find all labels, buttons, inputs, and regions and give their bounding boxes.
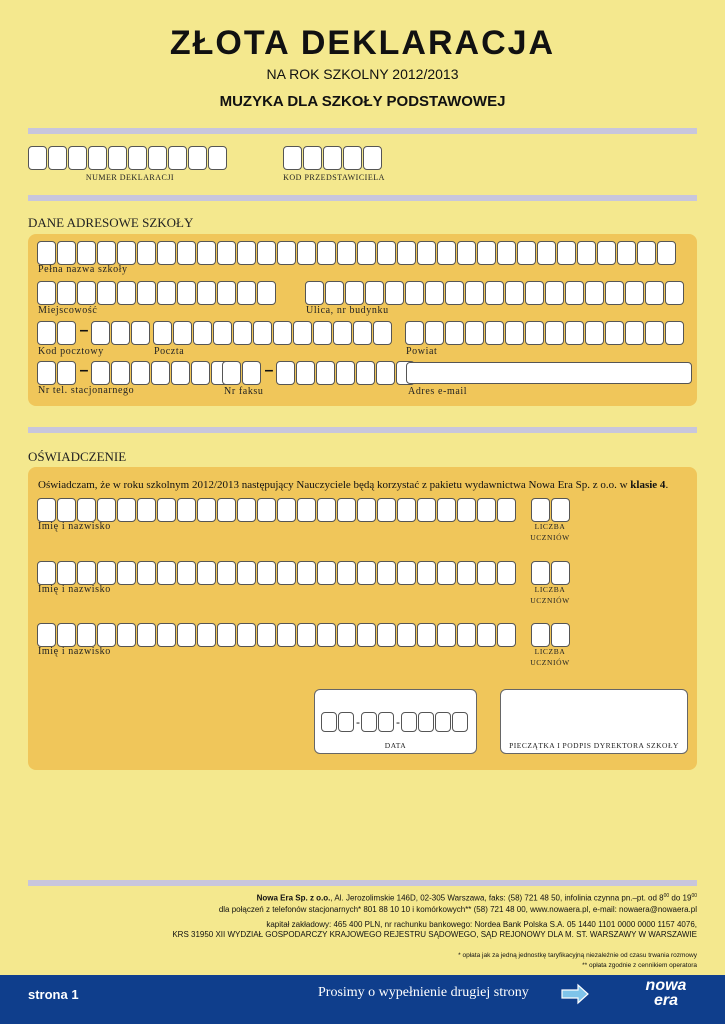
char-box[interactable]: [321, 712, 337, 732]
char-box[interactable]: [137, 498, 156, 522]
char-box[interactable]: [168, 146, 187, 170]
char-box[interactable]: [531, 498, 550, 522]
char-box[interactable]: [305, 281, 324, 305]
student-count-label-3: LICZBA UCZNIÓW: [530, 647, 570, 667]
char-box[interactable]: [293, 321, 312, 345]
char-box[interactable]: [405, 281, 424, 305]
char-box[interactable]: [376, 361, 395, 385]
char-box[interactable]: [277, 623, 296, 647]
county-label: Powiat: [406, 346, 438, 357]
postal-dash: –: [79, 322, 89, 339]
char-box[interactable]: [97, 281, 116, 305]
char-box[interactable]: [385, 281, 404, 305]
char-box[interactable]: [397, 241, 416, 265]
char-box[interactable]: [37, 241, 56, 265]
email-label: Adres e-mail: [408, 386, 468, 397]
char-box[interactable]: [405, 321, 424, 345]
char-box[interactable]: [437, 241, 456, 265]
char-box[interactable]: [237, 623, 256, 647]
char-box[interactable]: [565, 321, 584, 345]
teacher-name-label-3: Imię i nazwisko: [38, 646, 111, 657]
char-box[interactable]: [233, 321, 252, 345]
fax-field[interactable]: [222, 361, 416, 385]
char-box[interactable]: [157, 241, 176, 265]
teacher-name-label-2: Imię i nazwisko: [38, 584, 111, 595]
char-box[interactable]: [353, 321, 372, 345]
char-box[interactable]: [338, 712, 354, 732]
char-box[interactable]: [497, 498, 516, 522]
char-box[interactable]: [57, 281, 76, 305]
teacher-name-field-2[interactable]: [37, 561, 517, 585]
char-box[interactable]: [208, 146, 227, 170]
char-box[interactable]: [37, 321, 56, 345]
char-box[interactable]: [177, 623, 196, 647]
char-box[interactable]: [605, 281, 624, 305]
program-title: MUZYKA DLA SZKOŁY PODSTAWOWEJ: [219, 93, 506, 110]
char-box[interactable]: [28, 146, 47, 170]
char-box[interactable]: [417, 498, 436, 522]
document-title: ZŁOTA DEKLARACJA: [169, 24, 556, 62]
statement-section-title: OŚWIADCZENIE: [28, 449, 127, 464]
char-box[interactable]: [137, 281, 156, 305]
char-box[interactable]: [333, 321, 352, 345]
postal-code-field[interactable]: [37, 321, 151, 345]
char-box[interactable]: [197, 241, 216, 265]
char-box[interactable]: [97, 561, 116, 585]
char-box[interactable]: [131, 361, 150, 385]
char-box[interactable]: [645, 321, 664, 345]
char-box[interactable]: [377, 561, 396, 585]
char-box[interactable]: [148, 146, 167, 170]
char-box[interactable]: [217, 241, 236, 265]
student-count-field-3[interactable]: [531, 623, 571, 647]
char-box[interactable]: [157, 561, 176, 585]
char-box[interactable]: [377, 623, 396, 647]
char-box[interactable]: [108, 146, 127, 170]
char-box[interactable]: [665, 321, 684, 345]
county-field[interactable]: [405, 321, 685, 345]
char-box[interactable]: [525, 321, 544, 345]
char-box[interactable]: [197, 281, 216, 305]
char-box[interactable]: [303, 146, 322, 170]
student-count-field-2[interactable]: [531, 561, 571, 585]
nowa-era-logo: nowa era: [645, 977, 687, 1009]
char-box[interactable]: [57, 623, 76, 647]
street-field[interactable]: [305, 281, 685, 305]
char-box[interactable]: [323, 146, 342, 170]
char-box[interactable]: [217, 623, 236, 647]
char-box[interactable]: [343, 146, 362, 170]
char-box[interactable]: [557, 241, 576, 265]
student-count-field-1[interactable]: [531, 498, 571, 522]
char-box[interactable]: [57, 241, 76, 265]
char-box[interactable]: [188, 146, 207, 170]
char-box[interactable]: [457, 623, 476, 647]
char-box[interactable]: [545, 321, 564, 345]
company-info-line-4: KRS 31950 XII WYDZIAŁ GOSPODARCZY KRAJOWEGO REJESTRU SĄDOWEGO, SĄD REJONOWY DLA M. ST. WARSZAWY W WARSZAWIE: [172, 930, 697, 939]
char-box[interactable]: [437, 623, 456, 647]
char-box[interactable]: [373, 321, 392, 345]
char-box[interactable]: [273, 321, 292, 345]
char-box[interactable]: [77, 241, 96, 265]
char-box[interactable]: [525, 281, 544, 305]
char-box[interactable]: [173, 321, 192, 345]
char-box[interactable]: [437, 498, 456, 522]
char-box[interactable]: [435, 712, 451, 732]
teacher-name-field-1[interactable]: [37, 498, 517, 522]
page-number: strona 1: [28, 987, 79, 1002]
divider: [28, 128, 697, 134]
char-box[interactable]: [465, 281, 484, 305]
char-box[interactable]: [357, 498, 376, 522]
char-box[interactable]: [316, 361, 335, 385]
char-box[interactable]: [37, 561, 56, 585]
char-box[interactable]: [551, 561, 570, 585]
char-box[interactable]: [457, 561, 476, 585]
char-box[interactable]: [151, 361, 170, 385]
char-box[interactable]: [437, 561, 456, 585]
page-turn-arrow-icon: [560, 982, 590, 1008]
phone-field[interactable]: [37, 361, 231, 385]
company-info-line-3: kapitał zakładowy: 465 400 PLN, nr rachunku bankowego: Nordea Bank Polska S.A. 05 1440 1101 0000 0000 1157 4076,: [266, 920, 697, 929]
phone-dash: –: [79, 362, 89, 379]
date-dash: -: [356, 715, 360, 729]
footnote-1: * opłata jak za jedną jednostkę taryfikacyjną niezależnie od czasu trwania rozmowy: [458, 952, 697, 959]
char-box[interactable]: [37, 361, 56, 385]
char-box[interactable]: [57, 498, 76, 522]
street-label: Ulica, nr budynku: [306, 305, 389, 316]
char-box[interactable]: [237, 561, 256, 585]
char-box[interactable]: [645, 281, 664, 305]
char-box[interactable]: [357, 623, 376, 647]
char-box[interactable]: [477, 498, 496, 522]
char-box[interactable]: [283, 146, 302, 170]
char-box[interactable]: [378, 712, 394, 732]
char-box[interactable]: [485, 281, 504, 305]
char-box[interactable]: [401, 712, 417, 732]
char-box[interactable]: [577, 241, 596, 265]
char-box[interactable]: [257, 498, 276, 522]
city-label: Miejscowość: [38, 305, 98, 316]
char-box[interactable]: [77, 561, 96, 585]
char-box[interactable]: [37, 623, 56, 647]
char-box[interactable]: [356, 361, 375, 385]
char-box[interactable]: [417, 241, 436, 265]
char-box[interactable]: [257, 241, 276, 265]
char-box[interactable]: [657, 241, 676, 265]
char-box[interactable]: [337, 498, 356, 522]
char-box[interactable]: [277, 561, 296, 585]
char-box[interactable]: [237, 498, 256, 522]
post-office-label: Poczta: [154, 346, 185, 357]
char-box[interactable]: [417, 623, 436, 647]
char-box[interactable]: [217, 498, 236, 522]
char-box[interactable]: [37, 498, 56, 522]
student-count-label-1: LICZBA UCZNIÓW: [530, 522, 570, 542]
char-box[interactable]: [97, 623, 116, 647]
char-box[interactable]: [191, 361, 210, 385]
char-box[interactable]: [336, 361, 355, 385]
char-box[interactable]: [137, 241, 156, 265]
char-box[interactable]: [337, 561, 356, 585]
char-box[interactable]: [637, 241, 656, 265]
footnote-2: ** opłata zgodnie z cennikiem operatora: [582, 962, 697, 969]
stamp-signature-label: PIECZĄTKA I PODPIS DYREKTORA SZKOŁY: [509, 741, 679, 750]
email-field[interactable]: [406, 362, 692, 384]
char-box[interactable]: [363, 146, 382, 170]
char-box[interactable]: [585, 321, 604, 345]
char-box[interactable]: [137, 561, 156, 585]
char-box[interactable]: [97, 498, 116, 522]
char-box[interactable]: [257, 623, 276, 647]
char-box[interactable]: [397, 498, 416, 522]
char-box[interactable]: [177, 561, 196, 585]
char-box[interactable]: [177, 241, 196, 265]
city-field[interactable]: [37, 281, 277, 305]
char-box[interactable]: [531, 623, 550, 647]
char-box[interactable]: [153, 321, 172, 345]
char-box[interactable]: [365, 281, 384, 305]
char-box[interactable]: [237, 241, 256, 265]
char-box[interactable]: [91, 361, 110, 385]
char-box[interactable]: [57, 361, 76, 385]
divider: [28, 195, 697, 201]
char-box[interactable]: [325, 281, 344, 305]
char-box[interactable]: [137, 623, 156, 647]
char-box[interactable]: [617, 241, 636, 265]
representative-code-field[interactable]: [283, 146, 383, 170]
post-office-field[interactable]: [153, 321, 393, 345]
company-info-line-2: dla połączeń z telefonów stacjonarnych* 801 88 10 10 i komórkowych** (58) 721 48 00, www.nowaera.pl, e-mail: nowaera@nowaera.pl: [218, 905, 697, 914]
char-box[interactable]: [397, 623, 416, 647]
school-year-subtitle: NA ROK SZKOLNY 2012/2013: [266, 66, 459, 82]
grade-emphasis: klasie 4: [630, 479, 666, 491]
char-box[interactable]: [131, 321, 150, 345]
char-box[interactable]: [297, 561, 316, 585]
char-box[interactable]: [457, 241, 476, 265]
char-box[interactable]: [505, 321, 524, 345]
char-box[interactable]: [77, 498, 96, 522]
char-box[interactable]: [197, 561, 216, 585]
char-box[interactable]: [277, 241, 296, 265]
char-box[interactable]: [317, 498, 336, 522]
char-box[interactable]: [497, 623, 516, 647]
char-box[interactable]: [545, 281, 564, 305]
char-box[interactable]: [276, 361, 295, 385]
date-field[interactable]: [321, 712, 469, 732]
address-section-title: DANE ADRESOWE SZKOŁY: [28, 215, 194, 230]
char-box[interactable]: [477, 241, 496, 265]
char-box[interactable]: [317, 561, 336, 585]
char-box[interactable]: [117, 241, 136, 265]
char-box[interactable]: [193, 321, 212, 345]
char-box[interactable]: [485, 321, 504, 345]
char-box[interactable]: [57, 561, 76, 585]
char-box[interactable]: [297, 498, 316, 522]
char-box[interactable]: [253, 321, 272, 345]
postal-code-label: Kod pocztowy: [38, 346, 104, 357]
char-box[interactable]: [222, 361, 241, 385]
char-box[interactable]: [157, 498, 176, 522]
char-box[interactable]: [357, 561, 376, 585]
char-box[interactable]: [517, 241, 536, 265]
char-box[interactable]: [551, 623, 570, 647]
char-box[interactable]: [425, 281, 444, 305]
char-box[interactable]: [177, 281, 196, 305]
char-box[interactable]: [77, 623, 96, 647]
fax-dash: –: [264, 362, 274, 379]
char-box[interactable]: [296, 361, 315, 385]
char-box[interactable]: [625, 281, 644, 305]
char-box[interactable]: [257, 561, 276, 585]
char-box[interactable]: [551, 498, 570, 522]
school-name-field[interactable]: [37, 241, 677, 265]
char-box[interactable]: [377, 498, 396, 522]
char-box[interactable]: [217, 281, 236, 305]
char-box[interactable]: [497, 561, 516, 585]
char-box[interactable]: [457, 498, 476, 522]
char-box[interactable]: [317, 623, 336, 647]
char-box[interactable]: [357, 241, 376, 265]
char-box[interactable]: [117, 498, 136, 522]
divider: [28, 880, 697, 886]
char-box[interactable]: [418, 712, 434, 732]
char-box[interactable]: [213, 321, 232, 345]
char-box[interactable]: [111, 361, 130, 385]
representative-code-label: KOD PRZEDSTAWICIELA: [283, 173, 385, 182]
char-box[interactable]: [537, 241, 556, 265]
char-box[interactable]: [317, 241, 336, 265]
char-box[interactable]: [97, 241, 116, 265]
teacher-name-label-1: Imię i nazwisko: [38, 521, 111, 532]
char-box[interactable]: [111, 321, 130, 345]
char-box[interactable]: [565, 281, 584, 305]
char-box[interactable]: [345, 281, 364, 305]
student-count-label-2: LICZBA UCZNIÓW: [530, 585, 570, 605]
date-label: DATA: [384, 741, 407, 750]
char-box[interactable]: [417, 561, 436, 585]
char-box[interactable]: [171, 361, 190, 385]
char-box[interactable]: [242, 361, 261, 385]
char-box[interactable]: [377, 241, 396, 265]
char-box[interactable]: [445, 321, 464, 345]
char-box[interactable]: [37, 281, 56, 305]
char-box[interactable]: [68, 146, 87, 170]
char-box[interactable]: [117, 281, 136, 305]
char-box[interactable]: [217, 561, 236, 585]
teacher-name-field-3[interactable]: [37, 623, 517, 647]
divider: [28, 427, 697, 433]
date-dash: -: [396, 715, 400, 729]
char-box[interactable]: [465, 321, 484, 345]
char-box[interactable]: [425, 321, 444, 345]
char-box[interactable]: [505, 281, 524, 305]
char-box[interactable]: [197, 498, 216, 522]
char-box[interactable]: [445, 281, 464, 305]
char-box[interactable]: [397, 561, 416, 585]
char-box[interactable]: [117, 623, 136, 647]
char-box[interactable]: [157, 623, 176, 647]
char-box[interactable]: [91, 321, 110, 345]
fax-label: Nr faksu: [224, 386, 264, 397]
char-box[interactable]: [237, 281, 256, 305]
char-box[interactable]: [337, 623, 356, 647]
char-box[interactable]: [177, 498, 196, 522]
char-box[interactable]: [497, 241, 516, 265]
company-info-line-1: Nowa Era Sp. z o.o., Al. Jerozolimskie 146D, 02-305 Warszawa, faks: (58) 721 48 50, infolinia czynna pn.–pt. od $8^{00}$ do $19^{00}$: [256, 893, 697, 903]
char-box[interactable]: [313, 321, 332, 345]
char-box[interactable]: [477, 561, 496, 585]
char-box[interactable]: [665, 281, 684, 305]
declaration-number-label: NUMER DEKLARACJI: [85, 173, 175, 182]
char-box[interactable]: [297, 241, 316, 265]
char-box[interactable]: [157, 281, 176, 305]
declaration-number-field[interactable]: [28, 146, 228, 170]
char-box[interactable]: [88, 146, 107, 170]
char-box[interactable]: [57, 321, 76, 345]
char-box[interactable]: [605, 321, 624, 345]
char-box[interactable]: [257, 281, 276, 305]
char-box[interactable]: [48, 146, 67, 170]
char-box[interactable]: [452, 712, 468, 732]
char-box[interactable]: [117, 561, 136, 585]
continue-message: Prosimy o wypełnienie drugiej strony: [318, 985, 529, 1000]
char-box[interactable]: [361, 712, 377, 732]
char-box[interactable]: [128, 146, 147, 170]
char-box[interactable]: [77, 281, 96, 305]
school-name-label: Pełna nazwa szkoły: [38, 264, 128, 275]
statement-text: Oświadczam, że w roku szkolnym 2012/2013 następujący Nauczyciele będą korzystać z pakietu wydawnictwa Nowa Era Sp. z o.o. w klasie 4.: [38, 479, 669, 491]
char-box[interactable]: [197, 623, 216, 647]
char-box[interactable]: [531, 561, 550, 585]
char-box[interactable]: [477, 623, 496, 647]
char-box[interactable]: [585, 281, 604, 305]
char-box[interactable]: [597, 241, 616, 265]
phone-label: Nr tel. stacjonarnego: [38, 385, 135, 396]
char-box[interactable]: [297, 623, 316, 647]
char-box[interactable]: [337, 241, 356, 265]
char-box[interactable]: [625, 321, 644, 345]
char-box[interactable]: [277, 498, 296, 522]
